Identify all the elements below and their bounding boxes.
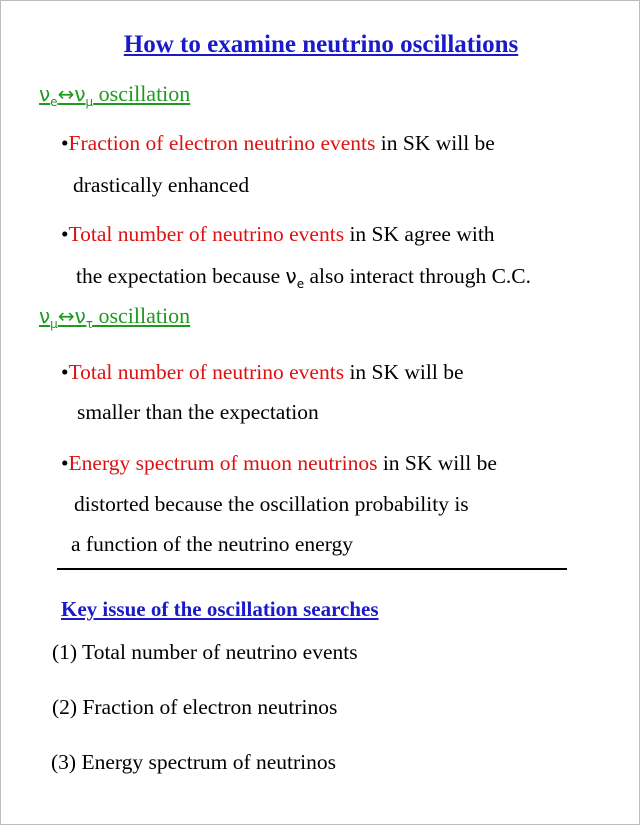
nu-symbol: ν [39, 82, 51, 106]
bullet-text: in SK will be [375, 131, 495, 155]
bullet-text: in SK agree with [344, 222, 495, 246]
highlight-text: Total number of neutrino events [68, 360, 345, 384]
bullet-continuation [76, 264, 531, 291]
bullet-icon: • [61, 131, 69, 155]
key-issue-item: (3) Energy spectrum of neutrinos [51, 750, 337, 774]
bullet-icon: • [61, 360, 69, 384]
nu-symbol: ν [285, 264, 297, 288]
bullet-icon: • [61, 222, 69, 246]
double-arrow-icon: ↔ [57, 304, 75, 328]
divider [57, 568, 567, 570]
highlight-text: Energy spectrum of muon neutrinos [68, 451, 378, 475]
highlight-text: Total number of neutrino events [68, 222, 345, 246]
bullet-item [61, 360, 464, 385]
subscript: τ [85, 317, 93, 331]
section-heading-numu-nutau [39, 303, 190, 331]
bullet-continuation: a function of the neutrino energy [71, 532, 353, 556]
bullet-continuation: smaller than the expectation [77, 400, 319, 424]
subscript: e [50, 95, 58, 109]
section-heading-nue-numu [39, 81, 190, 109]
key-issue-item: (1) Total number of neutrino events [52, 640, 358, 664]
bullet-text: in SK will be [377, 451, 497, 475]
bullet-icon: • [61, 451, 69, 475]
subscript: e [296, 277, 305, 291]
double-arrow-icon: ↔ [57, 82, 75, 106]
bullet-item [61, 222, 495, 247]
heading-label: oscillation [92, 303, 191, 328]
nu-symbol: ν [74, 82, 86, 106]
key-issue-heading: Key issue of the oscillation searches [61, 597, 379, 621]
highlight-text: Fraction of electron neutrino events [68, 131, 376, 155]
page-title: How to examine neutrino oscillations [123, 31, 519, 58]
continuation-text: the expectation because [76, 264, 286, 288]
continuation-text: also interact through C.C. [304, 264, 531, 288]
nu-symbol: ν [74, 304, 86, 328]
key-issue-item: (2) Fraction of electron neutrinos [52, 695, 338, 719]
heading-label: oscillation [93, 81, 191, 106]
subscript: μ [85, 95, 94, 109]
nu-symbol: ν [39, 304, 51, 328]
bullet-item [61, 131, 495, 156]
subscript: μ [50, 317, 58, 331]
bullet-continuation: distorted because the oscillation probability is [74, 492, 469, 516]
bullet-continuation: drastically enhanced [73, 173, 250, 197]
bullet-item [61, 451, 497, 476]
bullet-text: in SK will be [344, 360, 464, 384]
